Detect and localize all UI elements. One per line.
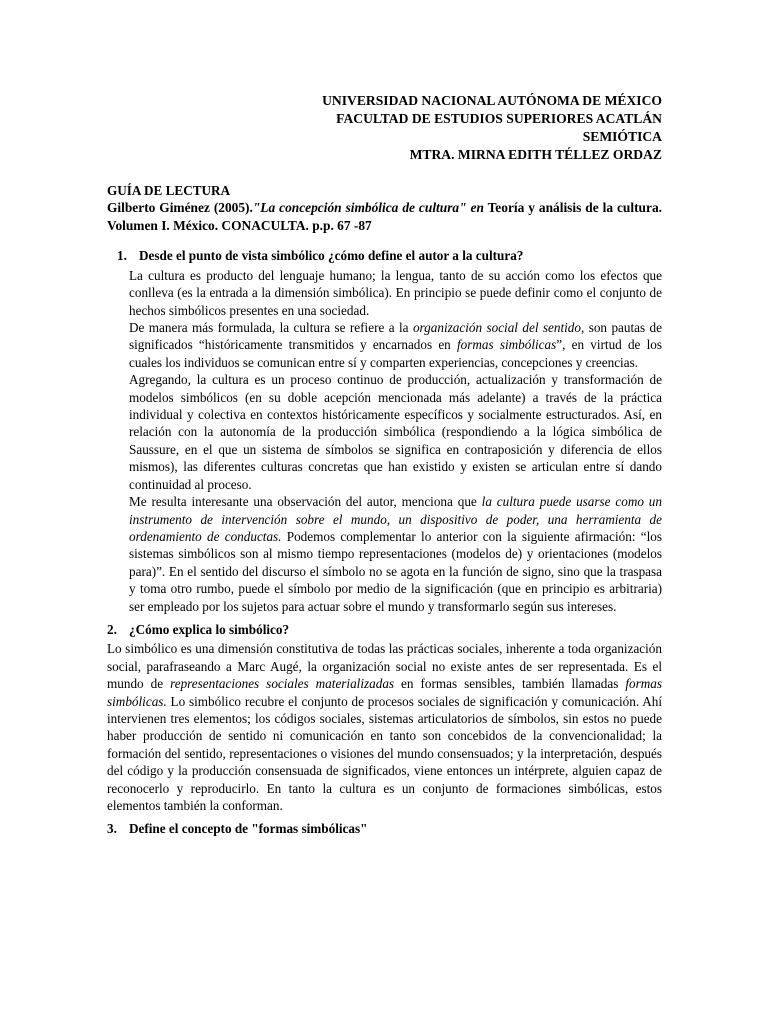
subject-name: SEMIÓTICA — [582, 129, 662, 144]
university-name: UNIVERSIDAD NACIONAL AUTÓNOMA DE MÉXICO — [322, 93, 662, 108]
reference-title: "La concepción simbólica de cultura" en — [252, 200, 484, 216]
reference-author: Gilberto Giménez (2005). — [107, 200, 253, 216]
answer-paragraph: Agregando, la cultura es un proceso continuo de producción, actualización y transformación de modelos simbólicos (en su doble acepción mencionada más adelante) a través de la práctica individual y colectiva en contextos históricamente específicos y socialmente estructurados. Así, en relación con la autonomía de la producción simbólica (respondiendo a la lógica simbólica de Saussure, en el que un sistema de símbolos se significa en contraposición y diferencia de ellos mismos), las diferentes culturas concretas que han existido y existen se articulan entre sí dando continuidad al proceso. — [129, 372, 662, 492]
question-3 — [107, 820, 662, 837]
guide-title: GUÍA DE LECTURA — [107, 183, 231, 198]
question-text: ¿Cómo explica lo simbólico? — [129, 621, 290, 637]
bibliographic-reference — [107, 199, 662, 235]
answer-paragraph: De manera más formulada, la cultura se refiere a la organización social del sentido, son pautas de significados “históricamente transmitidos y encarnados en formas simbólicas”, en virtud de los cuales los individuos se comunican entre sí y comparten experiencias, concepciones y creencias. — [129, 320, 662, 370]
question-text: Define el concepto de "formas simbólicas" — [129, 821, 368, 837]
answer-paragraph: La cultura es producto del lenguaje humano; la lengua, tanto de su acción como los efectos que conlleva (es la entrada a la dimensión simbólica). En principio se puede definir como el conjunto de hechos simbólicos presentes en una sociedad. — [129, 267, 662, 318]
question-2 — [107, 621, 662, 638]
document-page — [107, 92, 662, 840]
answer-1 — [107, 267, 662, 615]
question-1 — [107, 247, 662, 264]
question-text: Desde el punto de vista simbólico ¿cómo define el autor a la cultura? — [139, 248, 524, 264]
answer-paragraph: Lo simbólico es una dimensión constitutiva de todas las prácticas sociales, inherente a toda organización social, parafraseando a Marc Augé, la organización social no existe antes de ser representada. Es el mundo de representaciones sociales materializadas en formas sensibles, también llamadas formas simbólicas. Lo simbólico recubre el conjunto de procesos sociales de significación y comunicación. Ahí intervienen tres elementos; los códigos sociales, sistemas articulatorios de símbolos, sin estos no puede haber producción de sentido ni comunicación en tanto son concebidos de la convencionalidad; la formación del sentido, representaciones o visiones del mundo consensuados; y la interpretación, después del código y la producción consensuada de significados, viene entonces un intérprete, alguien capaz de reconocerlo y reproducirlo. En tanto la cultura es un conjunto de formaciones simbólicas, estos elementos también la conforman. — [107, 641, 662, 813]
faculty-name: FACULTAD DE ESTUDIOS SUPERIORES ACATLÁN — [336, 111, 662, 126]
document-header — [107, 92, 662, 164]
answer-paragraph: Me resulta interesante una observación del autor, menciona que la cultura puede usarse como un instrumento de intervención sobre el mundo, un dispositivo de poder, una herramienta de ordenamiento de conductas. Podemos complementar lo anterior con la siguiente afirmación: “los sistemas simbólicos son al mismo tiempo representaciones (modelos de) y orientaciones (modelos para)”. En el sentido del discurso el símbolo no se agota en la función de signo, sino que la traspasa y toma otro rumbo, puede el símbolo por medio de la significación (que en principio es arbitraria) ser empleado por los sujetos para actuar sobre el mundo y transformarlo según sus intereses. — [129, 494, 662, 614]
teacher-name: MTRA. MIRNA EDITH TÉLLEZ ORDAZ — [409, 147, 662, 162]
reference-source: Teoría y análisis de la cultura. Volumen I. México. CONACULTA. p.p. 67 -87 — [107, 200, 662, 234]
question-number: 1. — [117, 248, 127, 264]
question-number: 3. — [107, 821, 117, 837]
answer-2 — [107, 640, 662, 814]
question-number: 2. — [107, 621, 117, 637]
